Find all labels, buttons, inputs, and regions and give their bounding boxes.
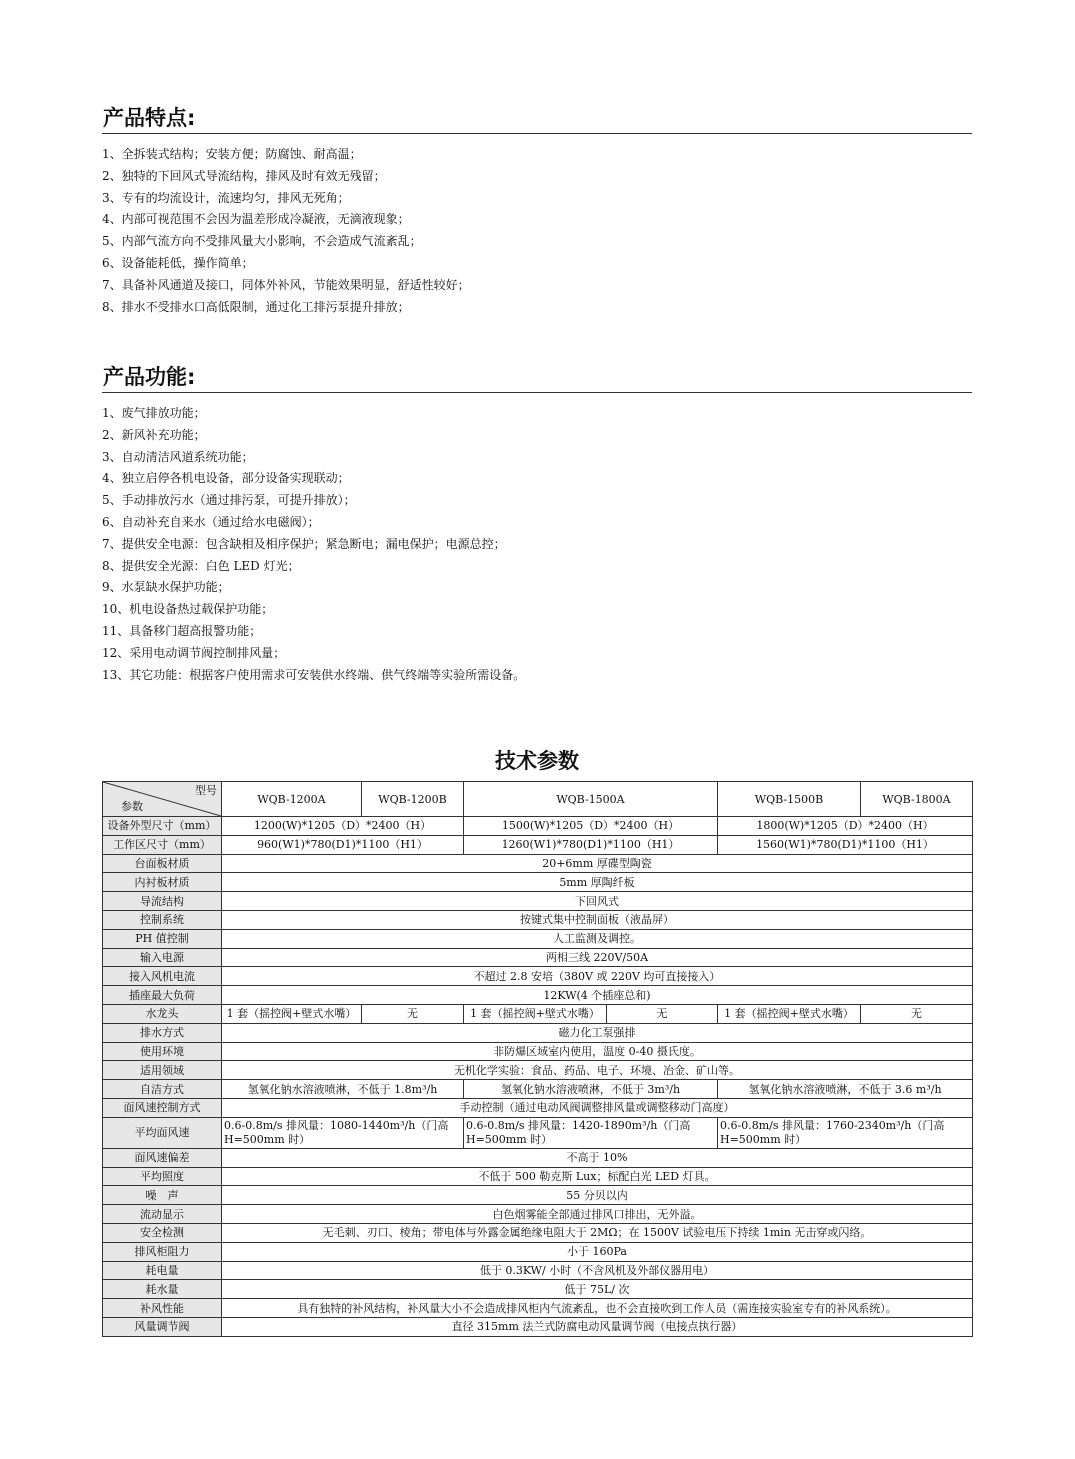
table-row — [103, 892, 973, 911]
row-label: PH 值控制 — [103, 929, 222, 948]
features-title: 产品特点: — [102, 103, 972, 134]
cell-value: 无 — [362, 1004, 464, 1023]
cell-value: 按键式集中控制面板（液晶屏） — [222, 910, 973, 929]
list-item: 7、提供安全电源：包含缺相及相序保护；紧急断电；漏电保护；电源总控； — [102, 536, 506, 551]
list-item: 6、设备能耗低，操作简单； — [102, 255, 254, 270]
cell-value: 非防爆区域室内使用，温度 0-40 摄氏度。 — [222, 1042, 973, 1061]
table-row — [103, 1098, 973, 1117]
cell-value: 直径 315mm 法兰式防腐电动风量调节阀（电接点执行器） — [222, 1317, 973, 1336]
cell-value: 两相三线 220V/50A — [222, 948, 973, 967]
cell-value: 不超过 2.8 安培（380V 或 220V 均可直接接入） — [222, 967, 973, 986]
row-label: 接入风机电流 — [103, 967, 222, 986]
list-item: 2、新风补充功能； — [102, 427, 206, 442]
row-label: 设备外型尺寸（mm） — [103, 817, 222, 836]
list-item: 1、全拆装式结构；安装方便；防腐蚀、耐高温； — [102, 147, 362, 161]
spec-table-title: 技术参数 — [495, 749, 579, 773]
table-row — [103, 1148, 973, 1167]
table-row — [103, 1317, 973, 1336]
row-label: 安全检测 — [103, 1223, 222, 1242]
table-row — [103, 1223, 973, 1242]
list-item: 11、具备移门超高报警功能； — [102, 623, 262, 638]
cell-value: 1 套（摇控阀+壁式水嘴） — [222, 1004, 362, 1023]
list-item: 9、水泵缺水保护功能； — [102, 580, 230, 595]
row-label: 耗电量 — [103, 1261, 222, 1280]
model-header: WQB-1500B — [718, 782, 861, 817]
row-label: 平均面风速 — [103, 1117, 222, 1148]
cell-value: 不高于 10% — [222, 1148, 973, 1167]
table-row — [103, 1117, 973, 1148]
list-item: 13、其它功能：根据客户使用需求可安装供水终端、供气终端等实验所需设备。 — [102, 667, 526, 682]
list-item: 5、内部气流方向不受排风量大小影响，不会造成气流紊乱； — [102, 234, 422, 249]
list-item: 4、独立启停各机电设备，部分设备实现联动； — [102, 471, 350, 486]
list-item: 4、内部可视范围不会因为温差形成冷凝液，无滴液现象； — [102, 212, 410, 227]
row-label: 导流结构 — [103, 892, 222, 911]
list-item: 8、排水不受排水口高低限制，通过化工排污泵提升排放； — [102, 299, 410, 314]
cell-value: 55 分贝以内 — [222, 1186, 973, 1205]
cell-value: 12KW(4 个插座总和) — [222, 986, 973, 1005]
table-row — [103, 1261, 973, 1280]
features-section — [102, 103, 972, 318]
cell-value: 下回风式 — [222, 892, 973, 911]
row-label: 控制系统 — [103, 910, 222, 929]
list-item: 5、手动排放污水（通过排污泵，可提升排放）； — [102, 493, 356, 508]
cell-value: 小于 160Pa — [222, 1242, 973, 1261]
cell-value: 无毛刺、刃口、棱角；带电体与外露金属绝缘电阻大于 2MΩ；在 1500V 试验电压下持续 1min 无击穿或闪络。 — [222, 1223, 973, 1242]
table-row — [103, 1299, 973, 1318]
list-item: 8、提供安全光源：白色 LED 灯光； — [102, 558, 300, 573]
row-label: 输入电源 — [103, 948, 222, 967]
cell-value: 1800(W)*1205（D）*2400（H） — [718, 817, 973, 836]
list-item: 1、废气排放功能； — [102, 406, 206, 420]
cell-value: 无 — [861, 1004, 973, 1023]
row-label: 耗水量 — [103, 1280, 222, 1299]
table-row — [103, 782, 973, 817]
table-row — [103, 910, 973, 929]
row-label: 内衬板材质 — [103, 873, 222, 892]
list-item: 2、独特的下回风式导流结构，排风及时有效无残留； — [102, 168, 386, 183]
table-row — [103, 817, 973, 836]
cell-value: 1260(W1)*780(D1)*1100（H1） — [464, 835, 718, 854]
row-label: 水龙头 — [103, 1004, 222, 1023]
row-label: 工作区尺寸（mm） — [103, 835, 222, 854]
cell-value: 1 套（摇控阀+壁式水嘴） — [718, 1004, 861, 1023]
cell-value: 氢氧化钠水溶液喷淋，不低于 3.6 m³/h — [718, 1080, 973, 1099]
table-row — [103, 1061, 973, 1080]
row-label: 风量调节阀 — [103, 1317, 222, 1336]
cell-value: 氢氧化钠水溶液喷淋，不低于 3m³/h — [464, 1080, 718, 1099]
cell-value: 0.6-0.8m/s 排风量：1080-1440m³/h（门高 H=500mm 时） — [222, 1117, 464, 1148]
cell-value: 0.6-0.8m/s 排风量：1420-1890m³/h（门高 H=500mm 时） — [464, 1117, 718, 1148]
cell-value: 1560(W1)*780(D1)*1100（H1） — [718, 835, 973, 854]
table-row — [103, 835, 973, 854]
row-label: 适用领域 — [103, 1061, 222, 1080]
list-item: 6、自动补充自来水（通过给水电磁阀）； — [102, 514, 320, 529]
row-label: 平均照度 — [103, 1167, 222, 1186]
row-label: 排水方式 — [103, 1023, 222, 1042]
table-row — [103, 1042, 973, 1061]
corner-param-label: 参数 — [121, 800, 143, 813]
model-header: WQB-1200B — [362, 782, 464, 817]
table-row — [103, 1004, 973, 1023]
list-item: 3、专有的均流设计，流速均匀，排风无死角； — [102, 190, 350, 205]
cell-value: 1200(W)*1205（D）*2400（H） — [222, 817, 464, 836]
row-label: 噪 声 — [103, 1186, 222, 1205]
cell-value: 1500(W)*1205（D）*2400（H） — [464, 817, 718, 836]
table-row — [103, 948, 973, 967]
cell-value: 不低于 500 勒克斯 Lux；标配白光 LED 灯具。 — [222, 1167, 973, 1186]
table-row — [103, 929, 973, 948]
table-row — [103, 873, 973, 892]
row-label: 台面板材质 — [103, 854, 222, 873]
list-item: 10、机电设备热过载保护功能； — [102, 602, 274, 617]
table-row — [103, 1080, 973, 1099]
cell-value: 1 套（摇控阀+壁式水嘴） — [464, 1004, 607, 1023]
functions-section — [102, 362, 972, 686]
cell-value: 磁力化工泵强排 — [222, 1023, 973, 1042]
cell-value: 0.6-0.8m/s 排风量：1760-2340m³/h（门高 H=500mm 时） — [718, 1117, 973, 1148]
list-item: 12、采用电动调节阀控制排风量； — [102, 645, 286, 660]
functions-list — [102, 403, 972, 686]
cell-value: 低于 75L/ 次 — [222, 1280, 973, 1299]
list-item: 7、具备补风通道及接口，同体外补风，节能效果明显，舒适性较好； — [102, 277, 470, 292]
cell-value: 低于 0.3KW/ 小时（不含风机及外部仪器用电） — [222, 1261, 973, 1280]
cell-value: 具有独特的补风结构，补风量大小不会造成排风柜内气流紊乱，也不会直接吹到工作人员（需连接实验室专有的补风系统）。 — [222, 1299, 973, 1318]
row-label: 流动显示 — [103, 1205, 222, 1224]
cell-value: 氢氧化钠水溶液喷淋，不低于 1.8m³/h — [222, 1080, 464, 1099]
header-corner — [103, 782, 222, 817]
model-header: WQB-1200A — [222, 782, 362, 817]
table-row — [103, 1280, 973, 1299]
table-row — [103, 1186, 973, 1205]
spec-table — [102, 781, 973, 1337]
row-label: 面风速偏差 — [103, 1148, 222, 1167]
table-row — [103, 967, 973, 986]
model-header: WQB-1500A — [464, 782, 718, 817]
table-row — [103, 1167, 973, 1186]
row-label: 自洁方式 — [103, 1080, 222, 1099]
row-label: 面风速控制方式 — [103, 1098, 222, 1117]
row-label: 使用环境 — [103, 1042, 222, 1061]
cell-value: 无机化学实验：食品、药品、电子、环境、冶金、矿山等。 — [222, 1061, 973, 1080]
row-label: 补风性能 — [103, 1299, 222, 1318]
functions-title: 产品功能: — [102, 362, 972, 393]
corner-model-label: 型号 — [195, 784, 217, 797]
table-row — [103, 854, 973, 873]
row-label: 排风柜阻力 — [103, 1242, 222, 1261]
row-label: 插座最大负荷 — [103, 986, 222, 1005]
table-row — [103, 1023, 973, 1042]
table-row — [103, 986, 973, 1005]
list-item: 3、自动清洁风道系统功能； — [102, 449, 254, 464]
cell-value: 手动控制（通过电动风阀调整排风量或调整移动门高度） — [222, 1098, 973, 1117]
table-row — [103, 1242, 973, 1261]
cell-value: 5mm 厚陶纤板 — [222, 873, 973, 892]
cell-value: 白色烟雾能全部通过排风口排出，无外溢。 — [222, 1205, 973, 1224]
table-row — [103, 1205, 973, 1224]
cell-value: 无 — [607, 1004, 718, 1023]
cell-value: 人工监测及调控。 — [222, 929, 973, 948]
cell-value: 20+6mm 厚碟型陶瓷 — [222, 854, 973, 873]
cell-value: 960(W1)*780(D1)*1100（H1） — [222, 835, 464, 854]
features-list — [102, 144, 972, 318]
model-header: WQB-1800A — [861, 782, 973, 817]
